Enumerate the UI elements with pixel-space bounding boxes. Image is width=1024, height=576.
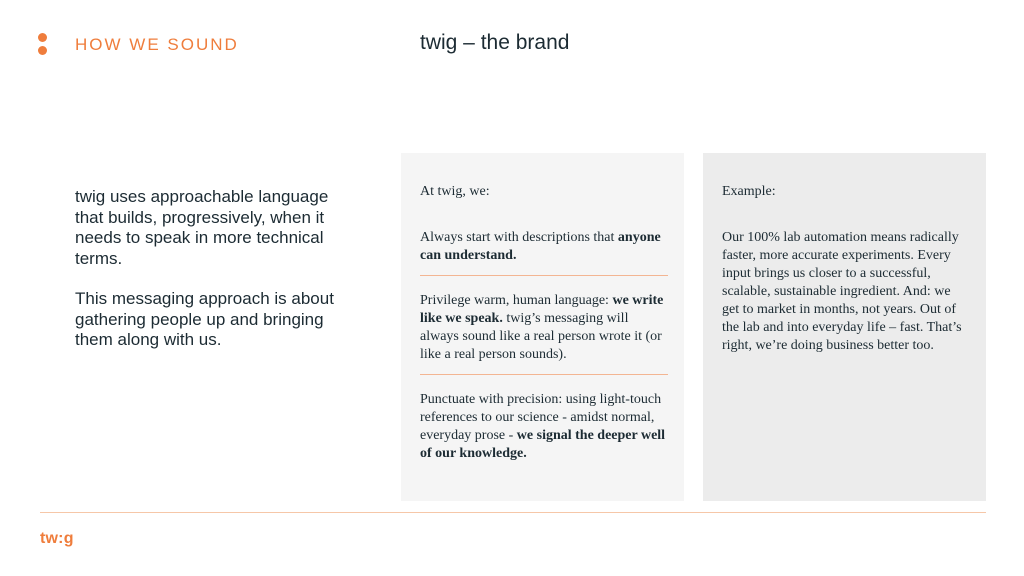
intro-paragraph: This messaging approach is about gathering people up and bringing them along with us. [75,289,334,349]
intro-paragraph: twig uses approachable language that builds, progressively, when it needs to speak in more technical terms. [75,187,329,268]
twig-logo: tw:g [40,530,74,547]
principle-item [420,275,668,374]
principle-text: Privilege warm, human language: [420,293,613,308]
section-label: HOW WE SOUND [75,35,239,54]
principle-text: twig’s messaging will always sound like a real person wrote it (or like a real person sounds). [420,311,662,362]
brand-dots-icon [38,33,47,55]
principle-text: Punctuate with precision: using light-touch references to our science - amidst normal, everyday prose - [420,392,662,443]
principle-item [420,229,668,275]
principles-heading: At twig, we: [420,184,490,199]
example-text: Our 100% lab automation means radically faster, more accurate experiments. Every input brings us closer to a successful, scalable, sustainable ingredient. And: we get to market in months, not years. Out of the lab and into everyday life – fast. That’s right, we’re doing business better too. [722,230,962,353]
principle-text: Always start with descriptions that [420,230,618,245]
principle-item [420,374,668,473]
intro-text [75,187,350,351]
footer-divider [40,512,986,513]
example-heading: Example: [722,184,776,199]
principle-emphasis: we write like we speak. [420,293,664,326]
example-panel [703,153,986,501]
principle-emphasis: anyone can understand. [420,230,661,263]
principles-panel [401,153,684,501]
page-title: twig – the brand [420,31,570,54]
principle-emphasis: we signal the deeper well of our knowledge. [420,428,666,461]
